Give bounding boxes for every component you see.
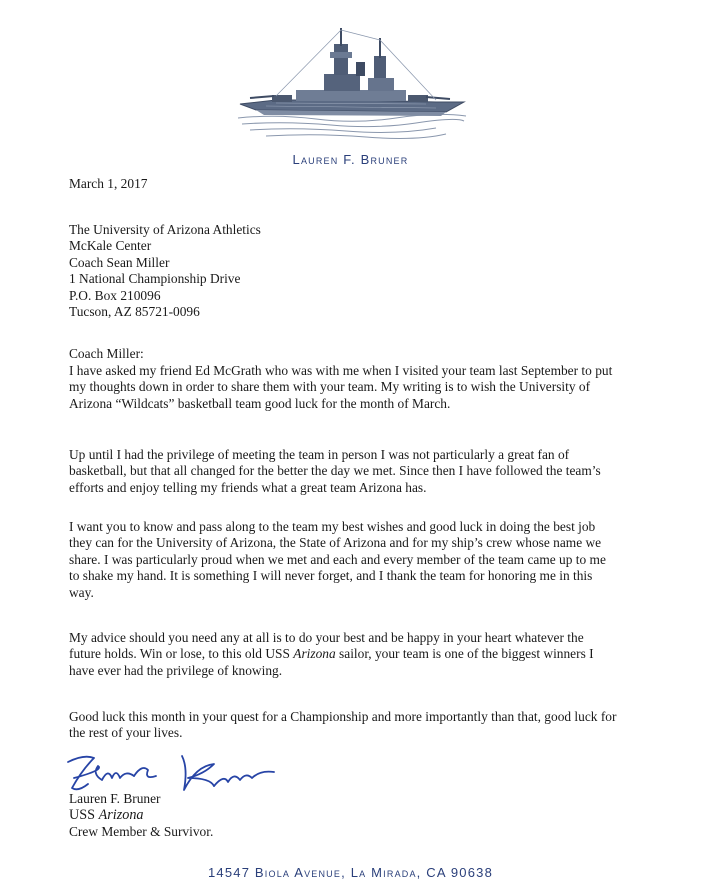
letterhead-name: Lauren F. Bruner [292, 152, 409, 167]
address-line: 1 National Championship Drive [69, 271, 241, 287]
footer-address: 14547 Biola Avenue, La Mirada, CA 90638 [207, 865, 494, 880]
address-line: P.O. Box 210096 [69, 287, 161, 303]
address-line: Tucson, AZ 85721-0096 [69, 303, 200, 319]
letter-date: March 1, 2017 [69, 176, 148, 191]
paragraph-line: the rest of your lives. [69, 725, 183, 741]
ship-prefix: USS [69, 807, 99, 824]
paragraph-line: efforts and enjoy telling my friends what a great team Arizona has. [69, 479, 427, 495]
paragraph-1 [69, 363, 669, 412]
ship-name-italic: Arizona [98, 807, 144, 824]
signer-name: Lauren F. Bruner [69, 791, 161, 806]
paragraph-line: My advice should you need any at all is to do your best and be happy in your heart whatever the [69, 630, 584, 645]
address-line: Coach Sean Miller [69, 254, 170, 270]
signature-block [69, 791, 213, 840]
paragraph-5 [69, 709, 669, 742]
paragraph-line: way. [69, 584, 94, 600]
ship-name-italic: Arizona [293, 646, 336, 662]
paragraph-line [69, 646, 669, 662]
paragraph-line: Up until I had the privilege of meeting the team in person I was not particularly a great fan of [69, 447, 570, 462]
paragraph-2 [69, 447, 669, 496]
paragraph-line: Arizona “Wildcats” basketball team good luck for the month of March. [69, 395, 451, 411]
recipient-address [69, 222, 261, 320]
paragraph-line: I want you to know and pass along to the team my best wishes and good luck in doing the best job [69, 519, 596, 534]
battleship-illustration [236, 22, 468, 144]
paragraph-line: share. I was particularly proud when we met and each and every member of the team came up to me [69, 551, 606, 567]
paragraph-line: my thoughts down in order to share them with your team. My writing is to wish the University of [69, 379, 591, 395]
address-line: The University of Arizona Athletics [69, 222, 261, 237]
paragraph-3 [69, 519, 669, 601]
salutation: Coach Miller: [69, 346, 144, 361]
paragraph-line: have ever had the privilege of knowing. [69, 662, 283, 678]
address-line: McKale Center [69, 238, 152, 254]
signer-ship [69, 807, 213, 823]
paragraph-line: I have asked my friend Ed McGrath who was with me when I visited your team last September to put [69, 363, 613, 378]
signer-role: Crew Member & Survivor. [69, 823, 214, 839]
paragraph-line: to shake my hand. It is something I will never forget, and I thank the team for honoring me in this [69, 568, 593, 584]
paragraph-line: they can for the University of Arizona, the State of Arizona and for my ship’s crew whose name we [69, 535, 602, 551]
text-segment: future holds. Win or lose, to this old USS [69, 646, 294, 662]
paragraph-line: basketball, but that all changed for the better the day we met. Since then I have followed the team’s [69, 463, 601, 479]
text-segment: sailor, your team is one of the biggest winners I [335, 646, 594, 662]
paragraph-4 [69, 630, 669, 679]
paragraph-line: Good luck this month in your quest for a Championship and more importantly than that, good luck for [69, 709, 617, 724]
